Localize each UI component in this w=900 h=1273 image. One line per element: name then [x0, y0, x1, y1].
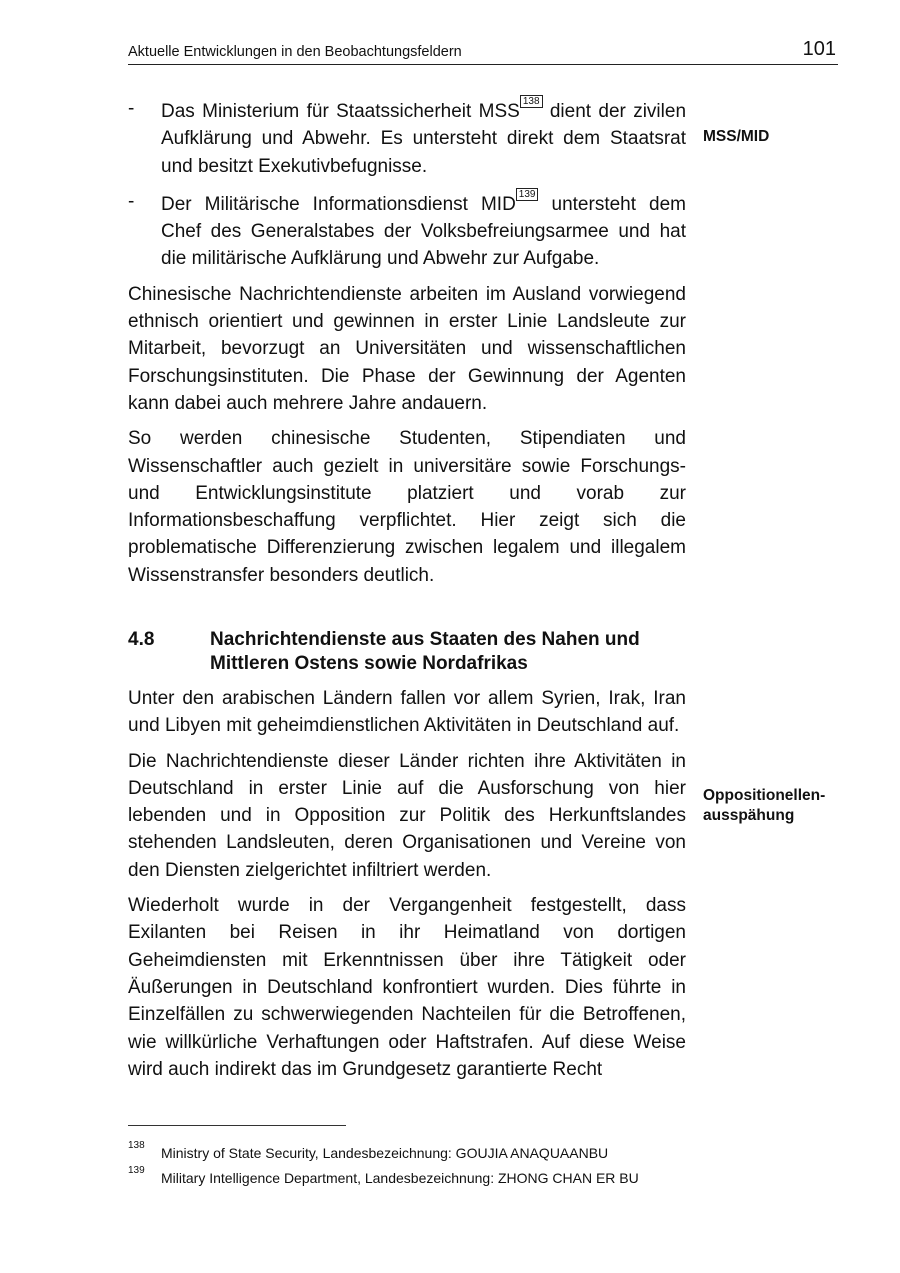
- bullet-dash: -: [128, 98, 135, 119]
- footnote-reference[interactable]: 138: [520, 95, 543, 108]
- section-number: 4.8: [128, 629, 155, 650]
- bullet-text: Der Militärische Informationsdienst MID: [161, 193, 516, 215]
- footnote-divider: [128, 1125, 346, 1126]
- footnote-text: Ministry of State Security, Landesbezeichnung: GOUJIA ANAQUAANBU: [161, 1145, 609, 1161]
- bullet-item-mid: [128, 188, 686, 273]
- section-title: Nachrichtendienste aus Staaten des Nahen und Mittleren Ostens sowie Nordafrikas: [210, 629, 640, 674]
- paragraph: Die Nachrichtendienste dieser Länder richten ihre Aktivitäten in Deutschland in erster Linie auf die Ausforschung von hier lebenden und in Opposition zur Politik des Herkunftslandes stehenden Landsleuten, deren Organisationen und Vereine von den Diensten zielgerichtet infiltriert werden.: [128, 750, 686, 881]
- margin-note-opposition: [703, 786, 825, 826]
- paragraph: Wiederholt wurde in der Vergangenheit festgestellt, dass Exilanten bei Reisen in ihr Heimatland von dortigen Geheimdiensten mit Erkenntnissen über ihre Tätigkeit oder Äußerungen in Deutschland konfrontiert wurden. Dies führte in Einzelfällen zu schwerwiegenden Nachteilen für die Betroffenen, wie willkürliche Verhaftungen oder Haftstrafen. Auf diese Weise wird auch indirekt das im Grundgesetz garantierte Recht: [128, 895, 686, 1080]
- margin-note-line: ausspähung: [703, 807, 795, 824]
- footnote-138: [128, 1140, 728, 1161]
- footnote-number: 139: [128, 1165, 145, 1176]
- paragraph: Unter den arabischen Ländern fallen vor allem Syrien, Irak, Iran und Libyen mit geheimdienstlichen Aktivitäten in Deutschland auf.: [128, 688, 686, 737]
- body-text-top: [128, 95, 686, 597]
- running-title: Aktuelle Entwicklungen in den Beobachtungsfeldern: [128, 44, 462, 60]
- footnote-139: [128, 1165, 728, 1186]
- page-header: [128, 38, 838, 65]
- bullet-text: Das Ministerium für Staatssicherheit MSS: [161, 101, 520, 122]
- body-text-bottom: [128, 685, 686, 1091]
- footnote-number: 138: [128, 1140, 145, 1151]
- page-number: 101: [802, 38, 836, 60]
- bullet-item-mss: [128, 95, 686, 180]
- footnote-reference[interactable]: 139: [516, 188, 539, 201]
- bullet-text: dient der zivilen Aufklärung und Abwehr. Es untersteht direkt dem Staatsrat und besitzt Exekutivbefugnisse.: [161, 101, 687, 177]
- paragraph: Chinesische Nachrichtendienste arbeiten im Ausland vorwiegend ethnisch orientiert und gewinnen in erster Linie Landsleute zur Mitarbeit, bevorzugt an Universitäten und wissenschaftlichen Forschungsinstituten. Die Phase der Gewinnung der Agenten kann dabei auch mehrere Jahre andauern.: [128, 283, 686, 414]
- bullet-dash: -: [128, 190, 135, 212]
- margin-note-line: Oppositionellen-: [703, 787, 826, 804]
- section-heading: [128, 628, 688, 676]
- footnote-text: Military Intelligence Department, Landesbezeichnung: ZHONG CHAN ER BU: [161, 1170, 639, 1186]
- paragraph: So werden chinesische Studenten, Stipendiaten und Wissenschaftler auch gezielt in universitäre sowie Forschungs- und Entwicklungsinstitute platziert und vorab zur Informationsbeschaffung verpflichtet. Hier zeigt sich die problematische Differenzierung zwischen legalem und illegalem Wissenstransfer besonders deutlich.: [128, 428, 686, 586]
- margin-note-mss-mid: MSS/MID: [703, 128, 770, 145]
- bullet-text: untersteht dem Chef des Generalstabes der Volksbefreiungsarmee und hat die militärische Aufklärung und Abwehr zur Aufgabe.: [161, 193, 686, 270]
